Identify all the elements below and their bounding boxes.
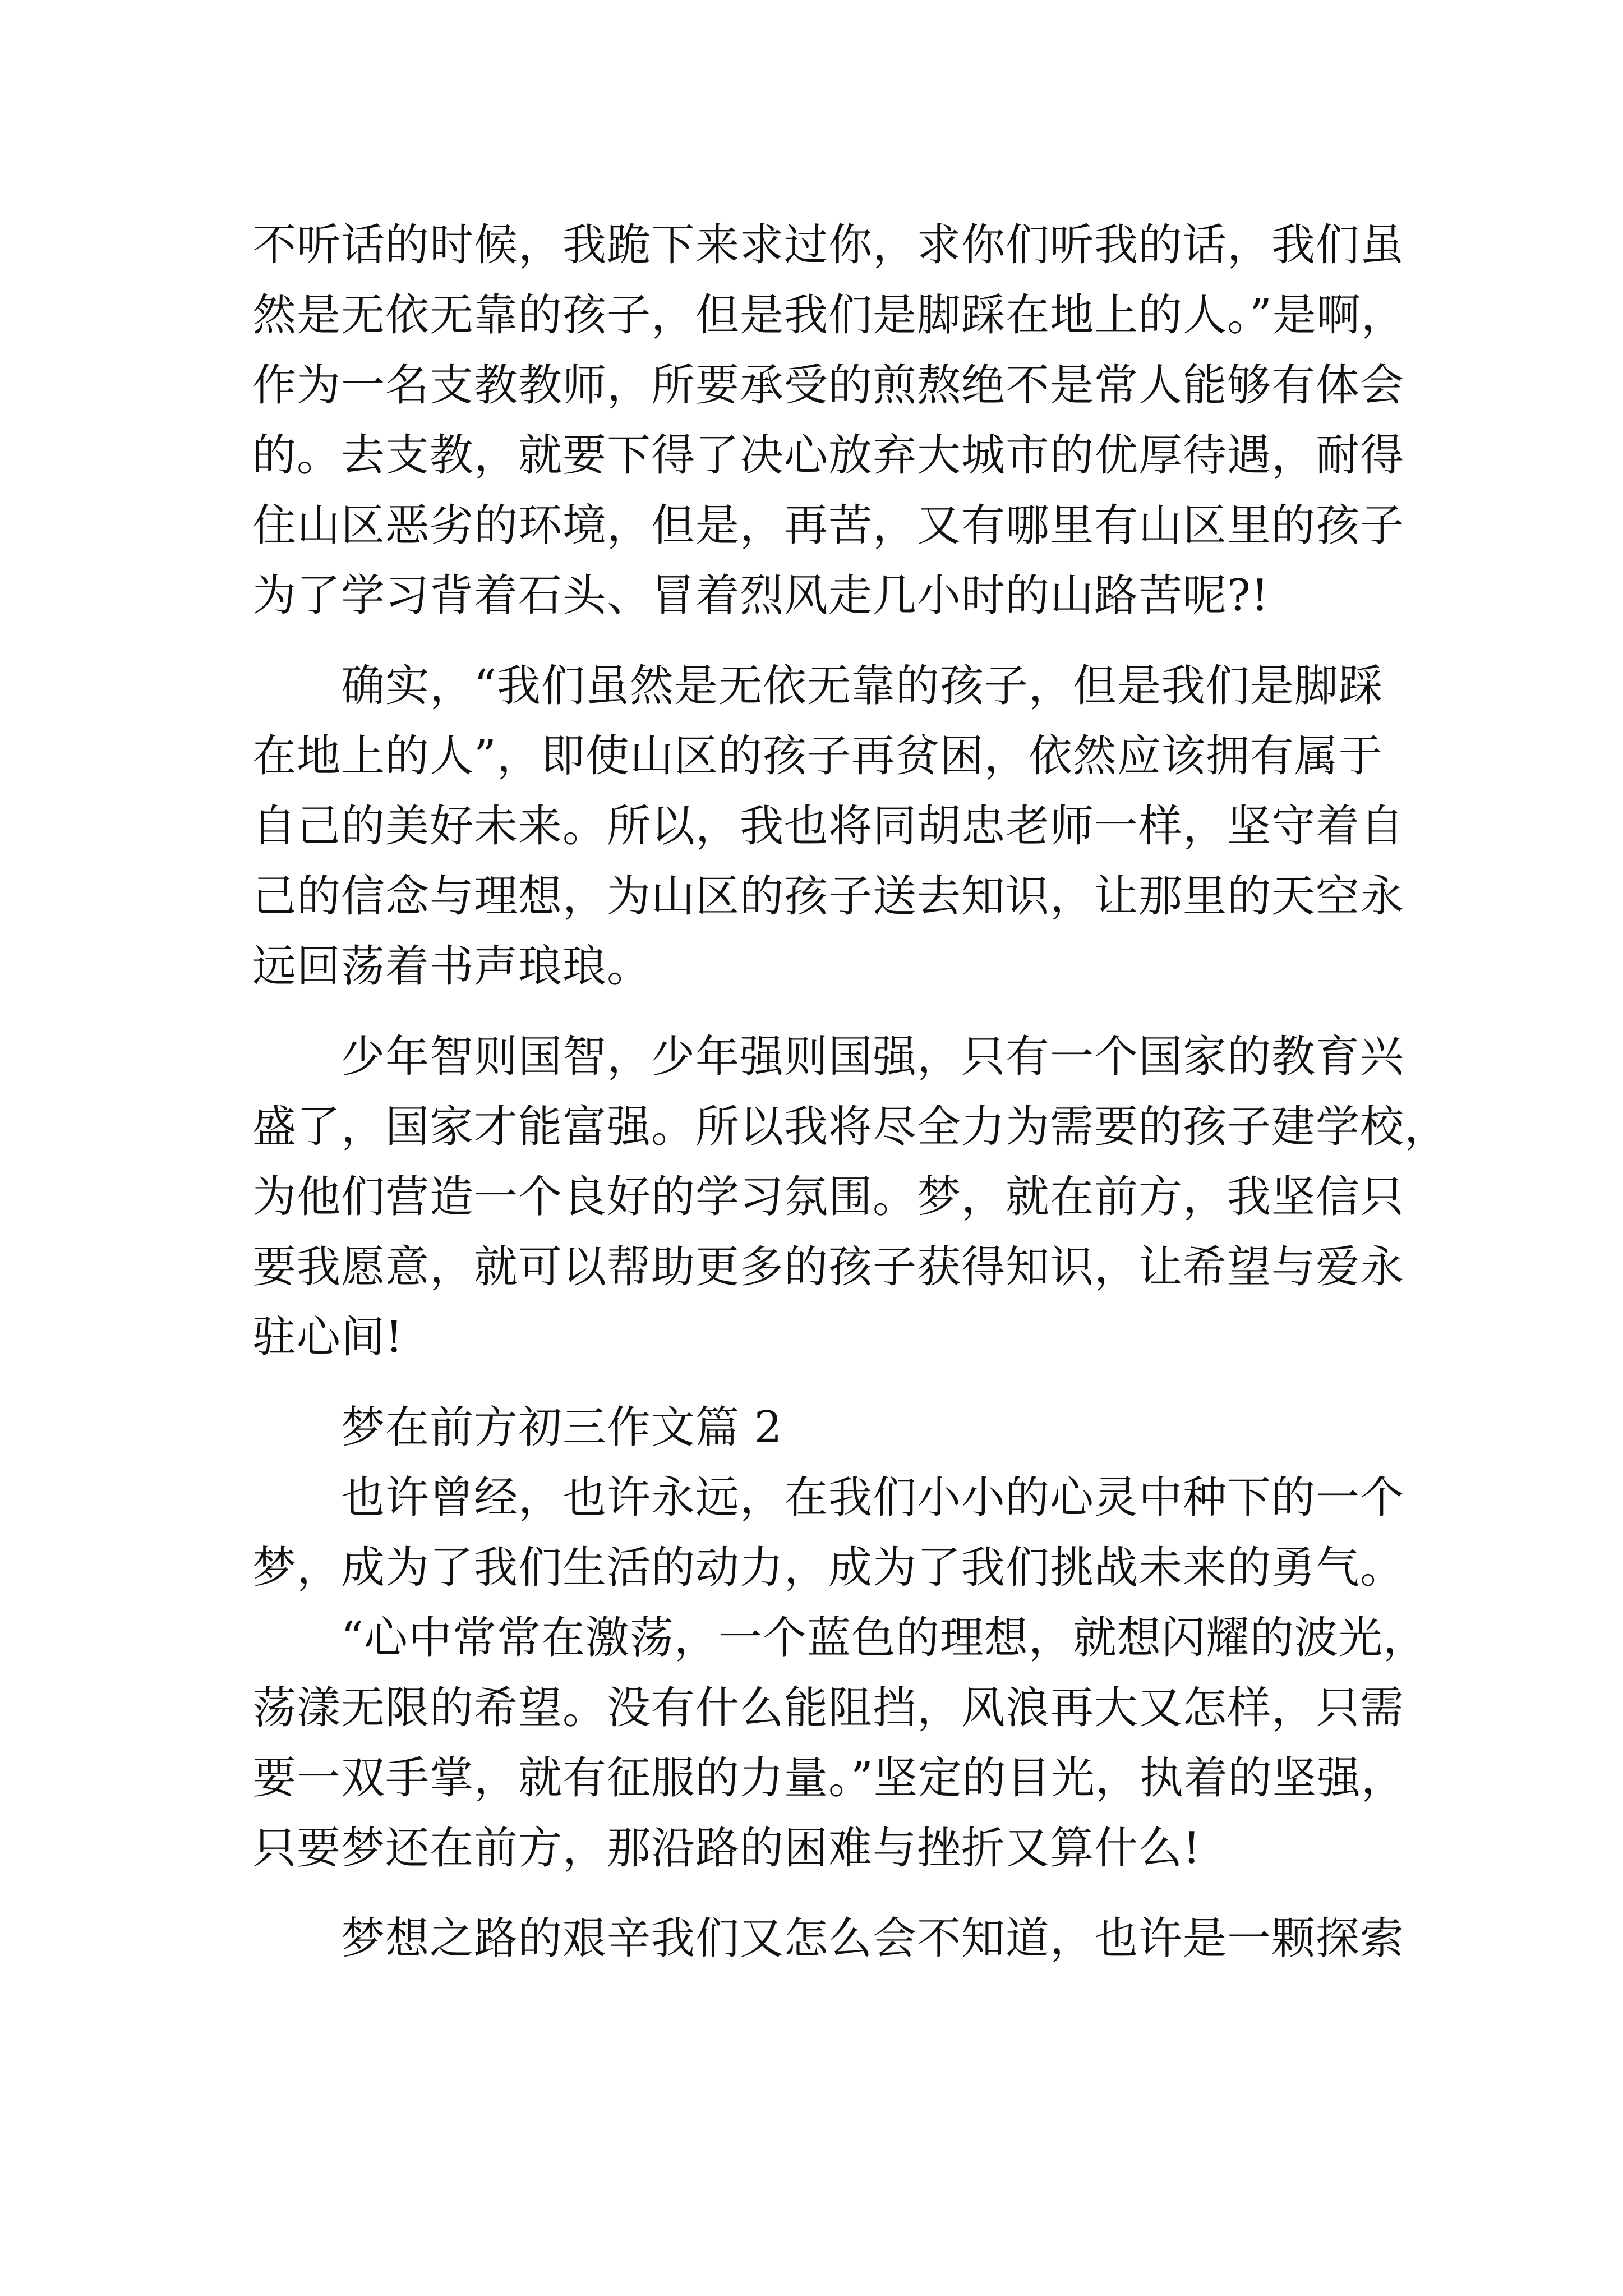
text-line: 的。去支教，就要下得了决心放弃大城市的优厚待遇，耐得 (252, 430, 1405, 481)
paragraph-start-line: 确实，“我们虽然是无依无靠的孩子，但是我们是脚踩 (341, 661, 1383, 711)
paragraph-start-line: “心中常常在激荡，一个蓝色的理想，就想闪耀的波光， (341, 1613, 1427, 1663)
text-line: 要我愿意，就可以帮助更多的孩子获得知识，让希望与爱永 (252, 1242, 1405, 1292)
text-line: 远回荡着书声琅琅。 (252, 941, 652, 992)
text-line: 驻心间! (252, 1312, 404, 1363)
document-page (252, 210, 1449, 1974)
text-line: 荡漾无限的希望。没有什么能阻挡，风浪再大又怎样，只需 (252, 1683, 1405, 1733)
paragraph-start-line: 少年智则国智，少年强则国强，只有一个国家的教育兴 (341, 1032, 1405, 1082)
text-line: 己的信念与理想，为山区的孩子送去知识，让那里的天空永 (252, 871, 1405, 922)
text-line: 盛了，国家才能富强。所以我将尽全力为需要的孩子建学校， (252, 1102, 1449, 1152)
text-line: 只要梦还在前方，那沿路的困难与挫折又算什么! (252, 1823, 1201, 1874)
text-line: 为了学习背着石头、冒着烈风走几小时的山路苦呢?! (252, 570, 1270, 621)
text-line: 为他们营造一个良好的学习氛围。梦，就在前方，我坚信只 (252, 1172, 1405, 1222)
text-line: 然是无依无靠的孩子，但是我们是脚踩在地上的人。”是啊， (252, 290, 1405, 341)
text-line: 要一双手掌，就有征服的力量。”坚定的目光，执着的坚强， (252, 1753, 1405, 1803)
text-line: 住山区恶劣的环境，但是，再苦，又有哪里有山区里的孩子 (252, 500, 1405, 551)
text-line: 梦，成为了我们生活的动力，成为了我们挑战未来的勇气。 (252, 1543, 1405, 1593)
paragraph-start-line: 梦想之路的艰辛我们又怎么会不知道，也许是一颗探索 (341, 1913, 1405, 1964)
paragraph-start-line: 也许曾经，也许永远，在我们小小的心灵中种下的一个 (341, 1473, 1405, 1523)
text-line: 作为一名支教教师，所要承受的煎熬绝不是常人能够有体会 (252, 360, 1405, 411)
text-line: 在地上的人”，即使山区的孩子再贫困，依然应该拥有属于 (252, 731, 1383, 781)
text-line: 不听话的时候，我跪下来求过你，求你们听我的话，我们虽 (252, 220, 1405, 270)
text-line: 自己的美好未来。所以，我也将同胡忠老师一样，坚守着自 (252, 801, 1405, 852)
section-heading: 梦在前方初三作文篇 2 (341, 1402, 783, 1453)
